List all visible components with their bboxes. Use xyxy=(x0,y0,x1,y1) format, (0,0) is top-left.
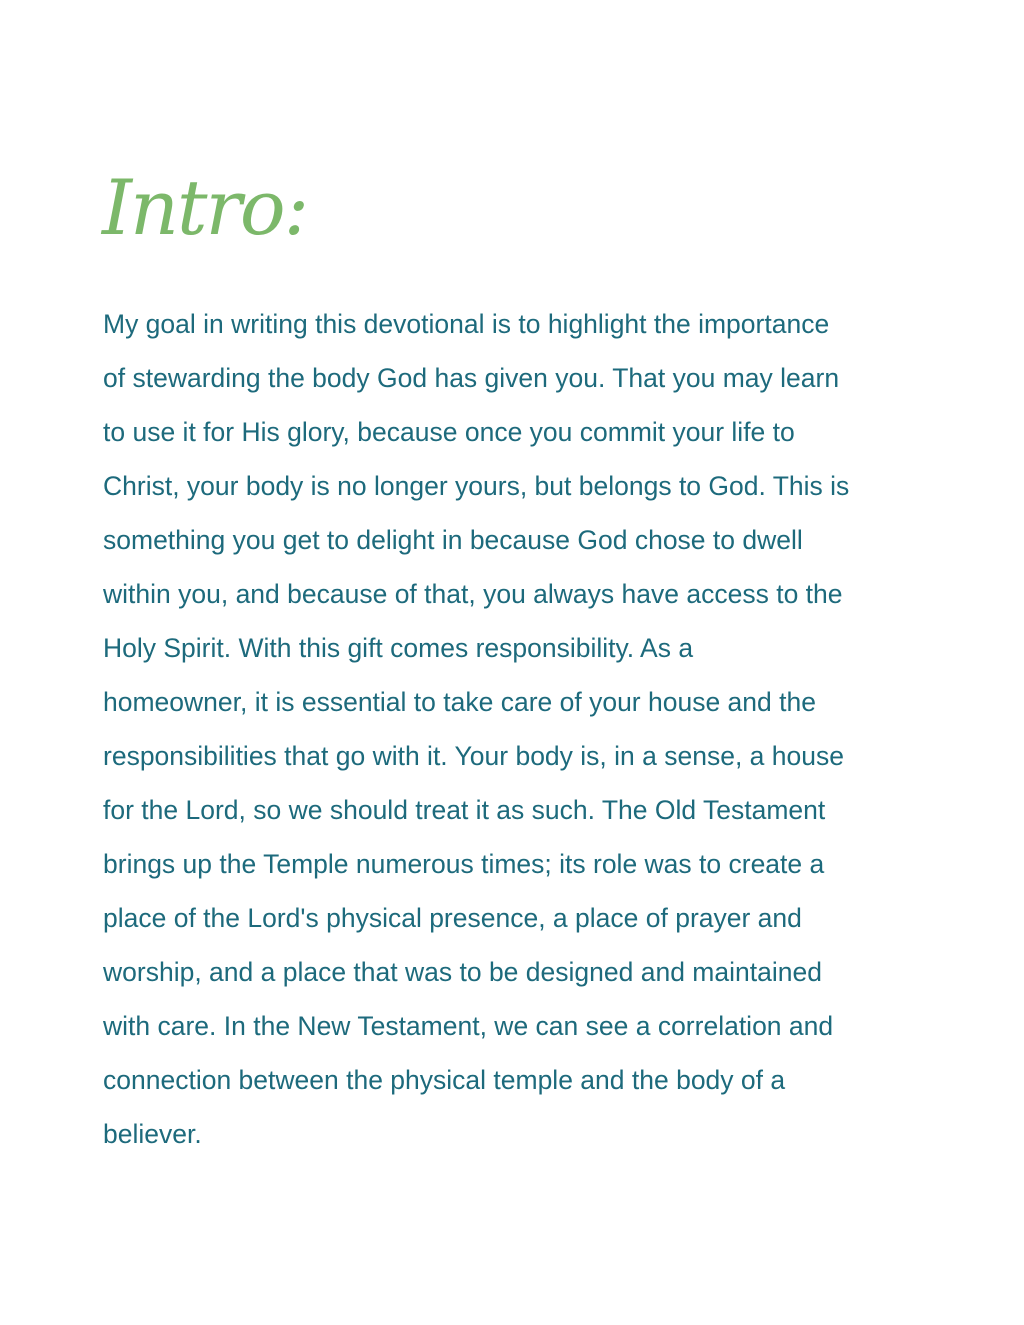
intro-heading: Intro: xyxy=(102,163,308,252)
paragraph-line: believer. xyxy=(103,1119,202,1149)
paragraph-line: place of the Lord's physical presence, a place of prayer and xyxy=(103,903,802,933)
paragraph-line: of stewarding the body God has given you. That you may learn xyxy=(103,363,840,393)
paragraph-line: Christ, your body is no longer yours, but belongs to God. This is xyxy=(103,471,850,501)
paragraph-line: connection between the physical temple and the body of a xyxy=(103,1065,786,1095)
paragraph-line: with care. In the New Testament, we can see a correlation and xyxy=(103,1011,834,1041)
paragraph-line: responsibilities that go with it. Your body is, in a sense, a house xyxy=(103,741,844,771)
paragraph-line: brings up the Temple numerous times; its role was to create a xyxy=(103,849,825,879)
paragraph-line: something you get to delight in because God chose to dwell xyxy=(103,525,803,555)
paragraph-line: to use it for His glory, because once you commit your life to xyxy=(103,417,795,447)
paragraph-line: My goal in writing this devotional is to highlight the importance xyxy=(103,309,830,339)
paragraph-line: within you, and because of that, you always have access to the xyxy=(103,579,843,609)
paragraph-line: Holy Spirit. With this gift comes responsibility. As a xyxy=(103,633,694,663)
intro-paragraph xyxy=(103,297,953,1161)
paragraph-line: homeowner, it is essential to take care of your house and the xyxy=(103,687,816,717)
paragraph-line: for the Lord, so we should treat it as such. The Old Testament xyxy=(103,795,826,825)
paragraph-line: worship, and a place that was to be designed and maintained xyxy=(103,957,822,987)
